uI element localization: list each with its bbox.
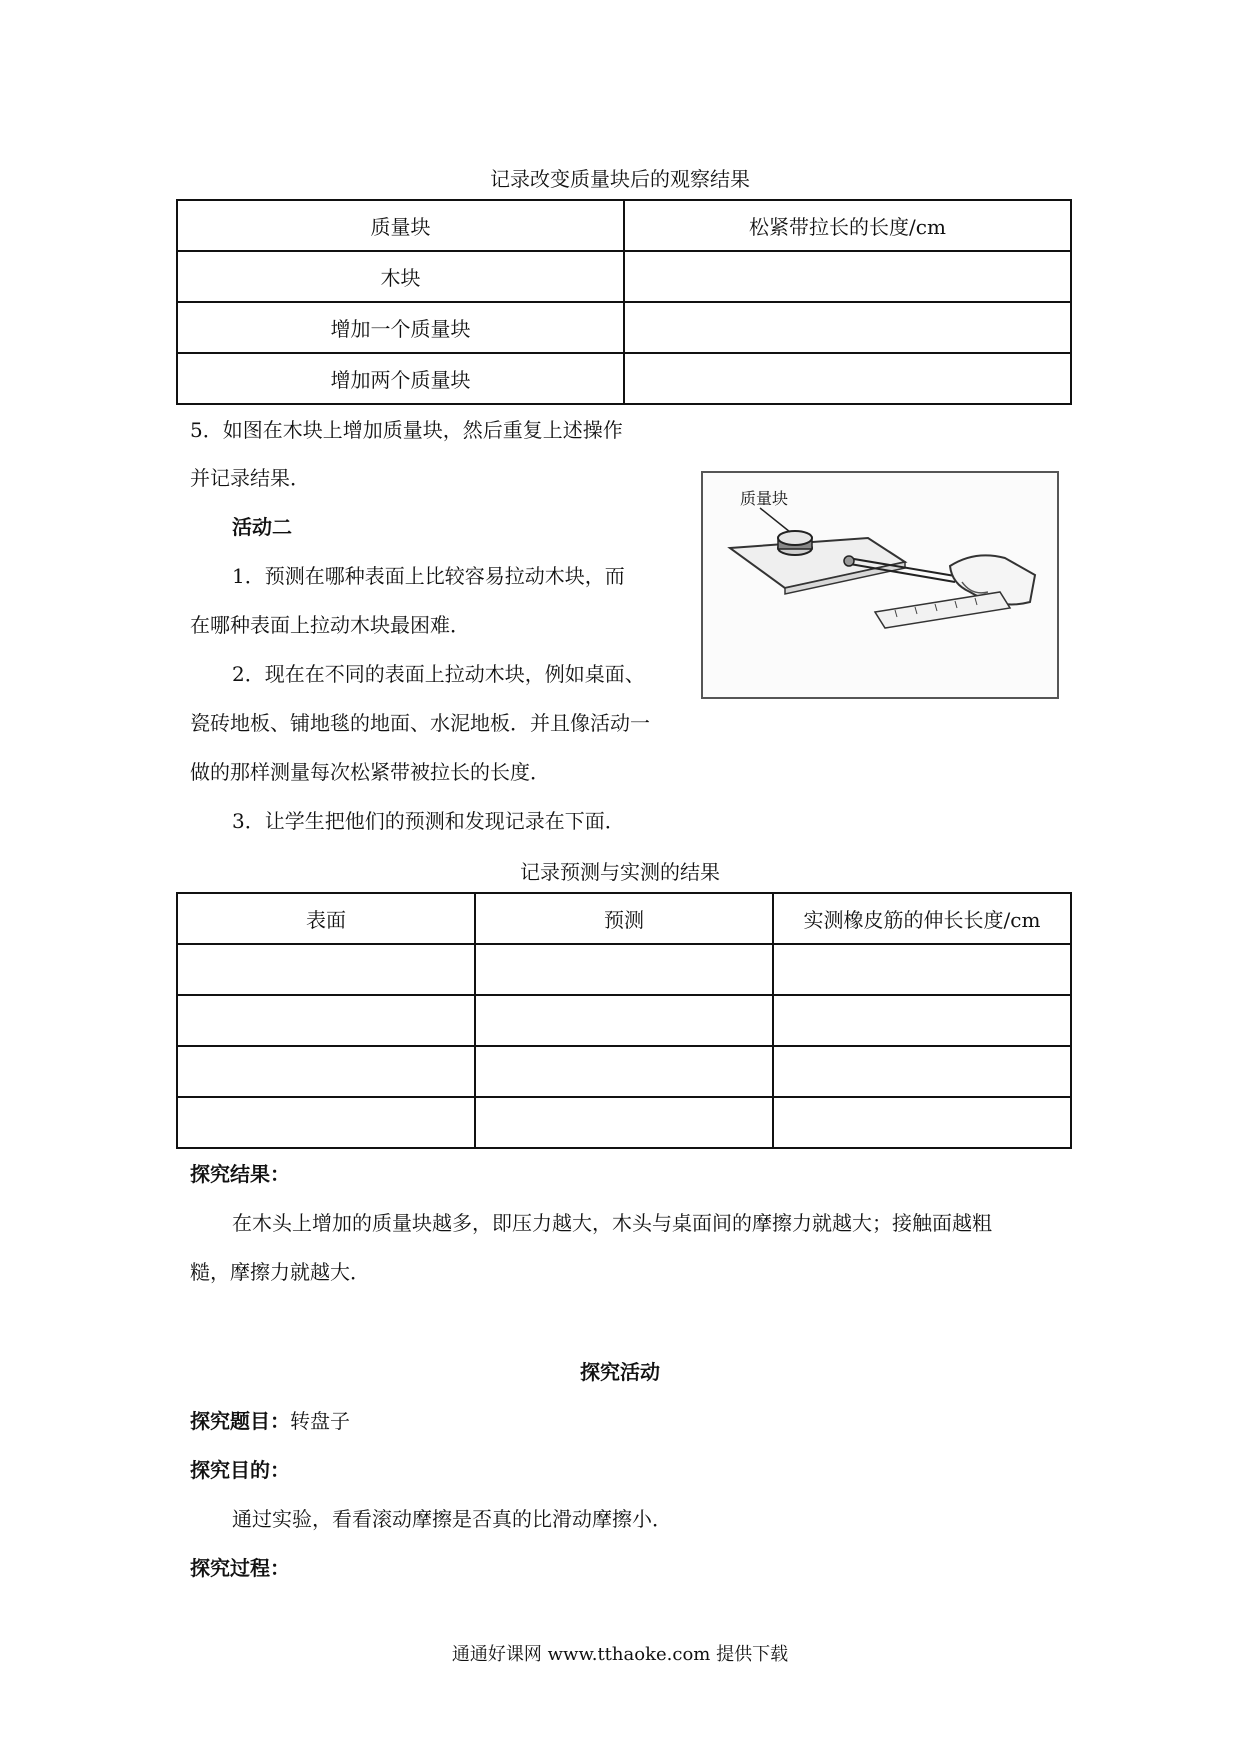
- table-header-cell: 预测: [475, 893, 773, 944]
- table-row: [177, 944, 1071, 995]
- table-header-row: [177, 893, 1071, 944]
- activity2-p3: 3．让学生把他们的预测和发现记录在下面．: [232, 809, 625, 833]
- table-cell: [624, 251, 1071, 302]
- table-header-cell: 实测橡皮筋的伸长长度/cm: [773, 893, 1071, 944]
- table-cell: [475, 995, 773, 1046]
- table-cell: [624, 353, 1071, 404]
- table-cell: [773, 944, 1071, 995]
- table-header-cell: 松紧带拉长的长度/cm: [624, 200, 1071, 251]
- process-label: 探究过程：: [190, 1556, 290, 1580]
- step5-line1: 5．如图在木块上增加质量块，然后重复上述操作: [190, 418, 623, 442]
- activity2-p2-line3: 做的那样测量每次松紧带被拉长的长度．: [190, 760, 550, 784]
- result-line2: 糙，摩擦力就越大．: [190, 1260, 370, 1284]
- table-cell: [177, 1046, 475, 1097]
- result-title: 探究结果：: [190, 1162, 290, 1186]
- table-cell: [624, 302, 1071, 353]
- table-header-cell: 表面: [177, 893, 475, 944]
- table-cell: [177, 1097, 475, 1148]
- table-row: [177, 995, 1071, 1046]
- result-line1: 在木头上增加的质量块越多，即压力越大，木头与桌面间的摩擦力就越大；接触面越粗: [232, 1211, 992, 1235]
- table-header-row: [177, 200, 1071, 251]
- table-cell: [773, 1097, 1071, 1148]
- step5-line2: 并记录结果．: [190, 466, 310, 490]
- inquiry-topic: [190, 1405, 350, 1434]
- activity2-p1-line2: 在哪种表面上拉动木块最困难．: [190, 613, 470, 637]
- table-cell: [475, 944, 773, 995]
- table-cell: 木块: [177, 251, 624, 302]
- table-cell: [475, 1097, 773, 1148]
- pulling-block-illustration: [700, 470, 1060, 700]
- table1-caption: 记录改变质量块后的观察结果: [490, 167, 750, 191]
- pulling-block-figure: [700, 470, 1060, 700]
- table-cell: [773, 1046, 1071, 1097]
- topic-value: 转盘子: [290, 1409, 350, 1433]
- prediction-table: [176, 892, 1072, 1149]
- table-cell: [475, 1046, 773, 1097]
- activity2-p2-line2: 瓷砖地板、铺地毯的地面、水泥地板．并且像活动一: [190, 711, 650, 735]
- activity2-title: 活动二: [232, 515, 292, 539]
- table-row: [177, 1046, 1071, 1097]
- inquiry-heading: 探究活动: [580, 1360, 660, 1384]
- table-cell: 增加两个质量块: [177, 353, 624, 404]
- table-row: [177, 1097, 1071, 1148]
- table-cell: [177, 944, 475, 995]
- mass-block-label: 质量块: [740, 489, 789, 508]
- activity2-p1-line1: 1．预测在哪种表面上比较容易拉动木块，而: [232, 564, 625, 588]
- table-cell: [177, 995, 475, 1046]
- purpose-label: 探究目的：: [190, 1458, 290, 1482]
- table-cell: 增加一个质量块: [177, 302, 624, 353]
- table-header-cell: 质量块: [177, 200, 624, 251]
- mass-observation-table: [176, 199, 1072, 405]
- purpose-text: 通过实验，看看滚动摩擦是否真的比滑动摩擦小．: [232, 1507, 672, 1531]
- page-footer: 通通好课网 www.tthaoke.com 提供下载: [451, 1644, 789, 1665]
- table-row: [177, 251, 1071, 302]
- table-row: [177, 302, 1071, 353]
- table-cell: [773, 995, 1071, 1046]
- activity2-p2-line1: 2．现在在不同的表面上拉动木块，例如桌面、: [232, 662, 645, 686]
- topic-label: 探究题目：: [190, 1409, 290, 1433]
- table2-caption: 记录预测与实测的结果: [520, 860, 720, 884]
- table-row: [177, 353, 1071, 404]
